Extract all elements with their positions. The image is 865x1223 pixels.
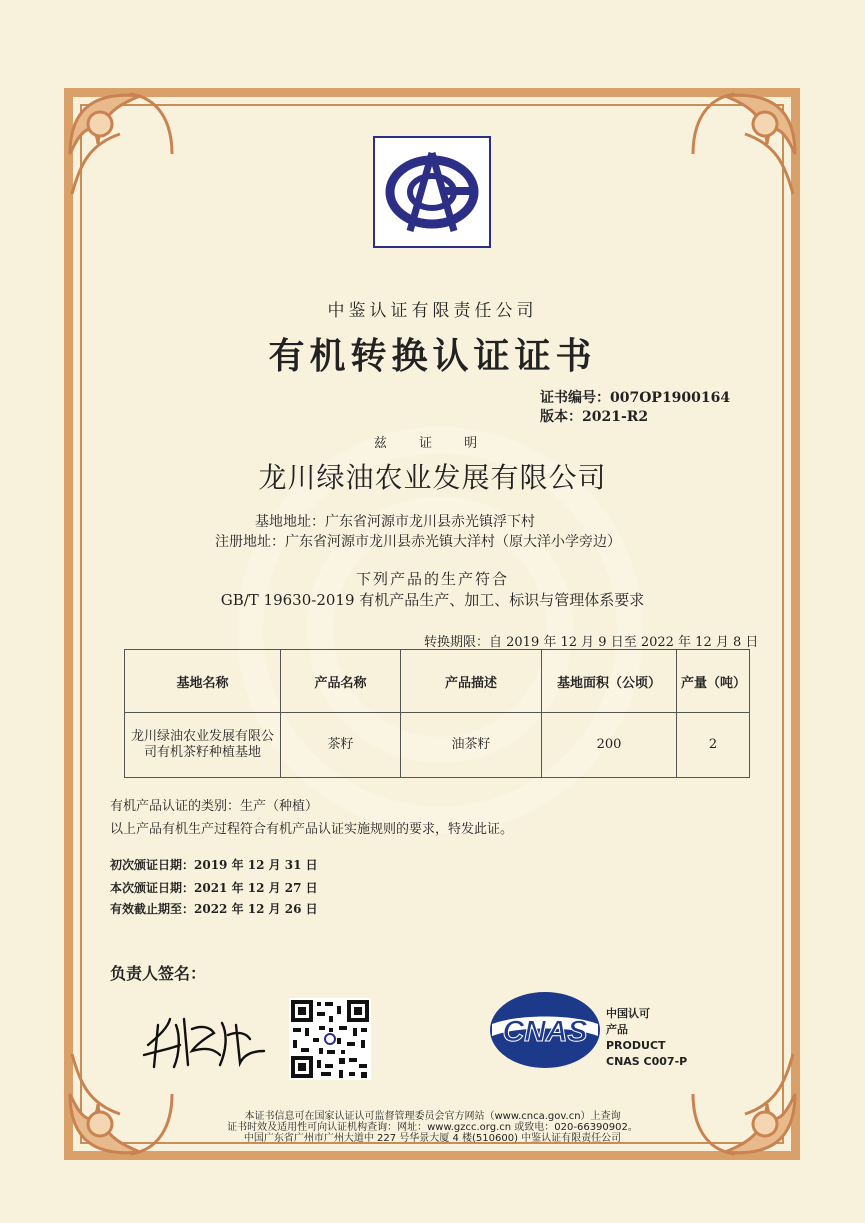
issuer-name: 中鉴认证有限责任公司 [327, 301, 538, 321]
certificate-holder: 龙川绿油农业发展有限公司 [258, 461, 607, 494]
cnas-line3: PRODUCT [606, 1039, 666, 1052]
conformity-standard: GB/T 19630-2019 有机产品生产、加工、标识与管理体系要求 [220, 591, 645, 609]
cnas-logo-icon [488, 990, 602, 1070]
footer-line1: 本证书信息可在国家认证认可监督管理委员会官方网站（www.cnca.gov.cn）上查询 [244, 1111, 621, 1122]
expiry-date: 有效截止期至：2022 年 12 月 26 日 [110, 902, 318, 916]
area-cell: 200 [542, 713, 677, 778]
cg-logo-icon [382, 147, 482, 237]
certification-category: 有机产品认证的类别：生产（种植） [110, 799, 319, 814]
table-header: 产品名称 [281, 650, 401, 713]
cnas-logo-text: CNAS [502, 1015, 588, 1048]
issuer-logo [373, 136, 491, 248]
current-issue-date: 本次颁证日期：2021 年 12 月 27 日 [110, 881, 318, 895]
certificate-title: 有机转换认证证书 [268, 336, 597, 377]
product-table [124, 649, 750, 778]
table-header: 产量（吨） [677, 650, 750, 713]
base-address: 基地地址：广东省河源市龙川县赤光镇浮下村 [255, 514, 535, 530]
conformity-line1: 下列产品的生产符合 [355, 570, 509, 588]
table-header: 基地名称 [125, 650, 281, 713]
certificate-number: 证书编号：007OP1900164 [540, 390, 731, 406]
signature-icon [140, 1005, 270, 1075]
cnas-line1: 中国认可 [606, 1007, 650, 1020]
corner-ornament-icon [60, 84, 180, 204]
product-name-cell: 茶籽 [281, 713, 401, 778]
output-cell: 2 [677, 713, 750, 778]
first-issue-date: 初次颁证日期：2019 年 12 月 31 日 [110, 858, 318, 872]
corner-ornament-icon [685, 84, 805, 204]
conversion-period: 转换期限：自 2019 年 12 月 9 日至 2022 年 12 月 8 日 [424, 635, 759, 650]
cnas-accreditation-text [606, 1006, 687, 1070]
registered-address: 注册地址：广东省河源市龙川县赤光镇大洋村（原大洋小学旁边） [215, 534, 621, 550]
footer-line2: 证书时效及适用性可向认证机构查询：网址：www.gzcc.org.cn 或致电：020-66390902。 [227, 1122, 638, 1133]
cnas-line4: CNAS C007-P [606, 1055, 688, 1068]
table-row [125, 713, 750, 778]
certificate-version: 版本：2021-R2 [540, 409, 649, 425]
footer-line3: 中国广东省广州市广州大道中 227 号华景大厦 4 楼(510600) 中鉴认证有限责任公司 [243, 1133, 622, 1144]
product-description-cell: 油茶籽 [401, 713, 542, 778]
qr-code-icon [289, 998, 371, 1080]
certification-statement: 以上产品有机生产过程符合有机产品认证实施规则的要求，特发此证。 [110, 822, 514, 837]
corner-ornament-icon [685, 1044, 805, 1164]
table-header: 产品描述 [401, 650, 542, 713]
base-name-cell: 龙川绿油农业发展有限公司有机茶籽种植基地 [125, 713, 281, 778]
cnas-line2: 产品 [606, 1023, 628, 1036]
table-header-row [125, 650, 750, 713]
hereby-certify: 兹 证 明 [373, 436, 492, 451]
table-header: 基地面积（公顷） [542, 650, 677, 713]
signature-label: 负责人签名： [110, 964, 207, 983]
